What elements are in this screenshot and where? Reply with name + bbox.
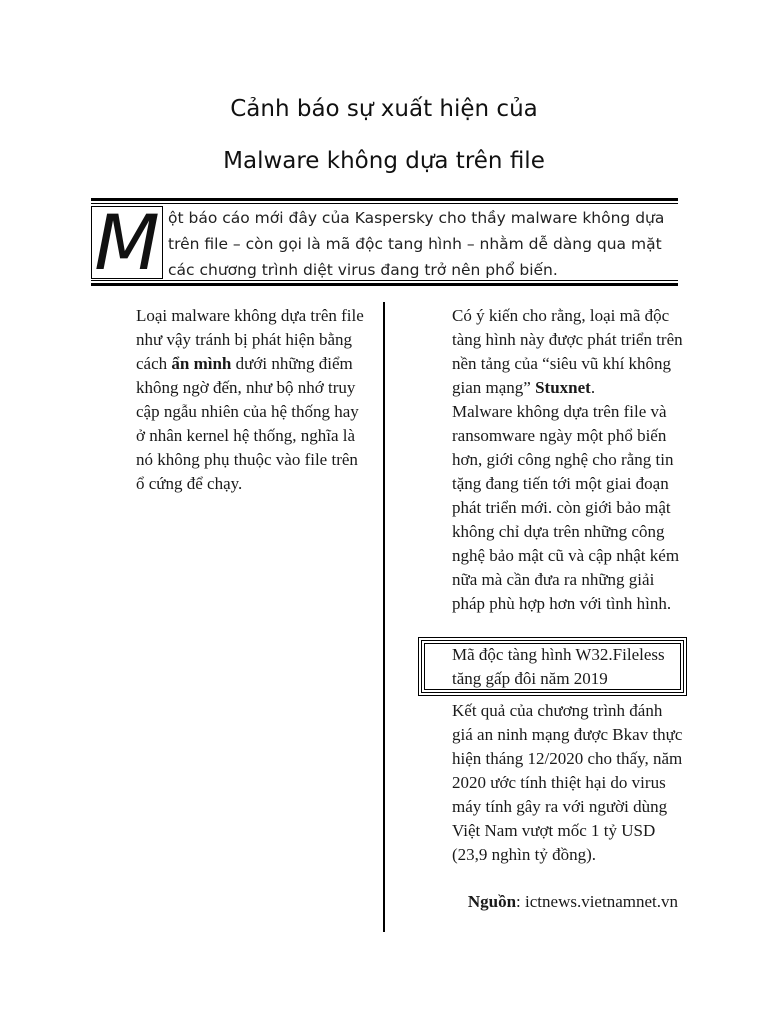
bullet-text: Kết quả của chương trình đánh giá an ninh mạng được Bkav thực hiện tháng 12/2020 cho thấy, năm 2020 ước tính thiệt hại do virus máy tính gây ra với người dùng Việt Nam vượt mốc 1 tỷ USD (23,9 nghìn tỷ đồng). bbox=[452, 701, 683, 864]
column-divider bbox=[383, 302, 385, 932]
bullet-text-before: Loại malware không dựa trên file như vậy tránh bị phát hiện bằng cách bbox=[136, 306, 364, 373]
list-item bbox=[422, 400, 684, 616]
source-line bbox=[461, 890, 678, 914]
bullet-text-after: . bbox=[590, 378, 596, 397]
top-rule-thin bbox=[91, 203, 678, 204]
top-rule-thick bbox=[91, 198, 678, 201]
bullet-text: Malware không dựa trên file và ransomware ngày một phổ biến hơn, giới công nghệ cho rằng tin tặng đang tiến tới một giai đoạn phát triển mới. còn giới bảo mật không chỉ dựa trên những công nghệ bảo mật cũ và cập nhật kém nữa mà cần đưa ra những giải pháp phù hợp hơn với tình hình. bbox=[452, 402, 680, 613]
source-separator: : bbox=[516, 892, 526, 911]
bullet-text-bold: Stuxnet bbox=[535, 378, 591, 397]
bottom-rule-thick bbox=[91, 283, 678, 286]
bullet-text-before: Có ý kiến cho rằng, loại mã độc tàng hình này được phát triển trên nền tảng của “siêu vũ khí không gian mạng” bbox=[452, 306, 683, 397]
bullet-text-after: dưới những điểm không ngờ đến, như bộ nhớ truy cập ngẫu nhiên của hệ thống hay ở nhân kernel hệ thống, nghĩa là nó không phụ thuộc vào file trên ổ cứng để chạy. bbox=[136, 354, 359, 493]
intro-text: ột báo cáo mới đây của Kaspersky cho thầy malware không dựa trên file – còn gọi là mã độc tang hình – nhằm dễ dàng qua mặt các chương trình diệt virus đang trở nên phổ biến. bbox=[168, 209, 665, 279]
bullet-text: Mã độc tàng hình W32.Fileless tăng gấp đôi năm 2019 bbox=[452, 645, 665, 688]
left-column bbox=[106, 304, 368, 496]
list-item bbox=[106, 304, 368, 496]
source-label: Nguồn bbox=[467, 892, 517, 911]
right-column bbox=[422, 304, 684, 616]
drop-cap: M bbox=[91, 206, 163, 279]
list-item bbox=[422, 699, 684, 867]
intro-block bbox=[91, 205, 678, 281]
source-value: ictnews.vietnamnet.vn bbox=[525, 892, 678, 911]
list-item bbox=[422, 304, 684, 400]
bullet-text-bold: ẩn mình bbox=[171, 354, 232, 373]
right-column-boxed bbox=[422, 643, 684, 691]
right-column-lower bbox=[422, 699, 684, 867]
page-title-line-1: Cảnh báo sự xuất hiện của bbox=[230, 96, 538, 122]
bottom-rule-thin bbox=[91, 280, 678, 281]
page-title-line-2: Malware không dựa trên file bbox=[223, 148, 545, 174]
list-item-boxed bbox=[422, 643, 684, 691]
